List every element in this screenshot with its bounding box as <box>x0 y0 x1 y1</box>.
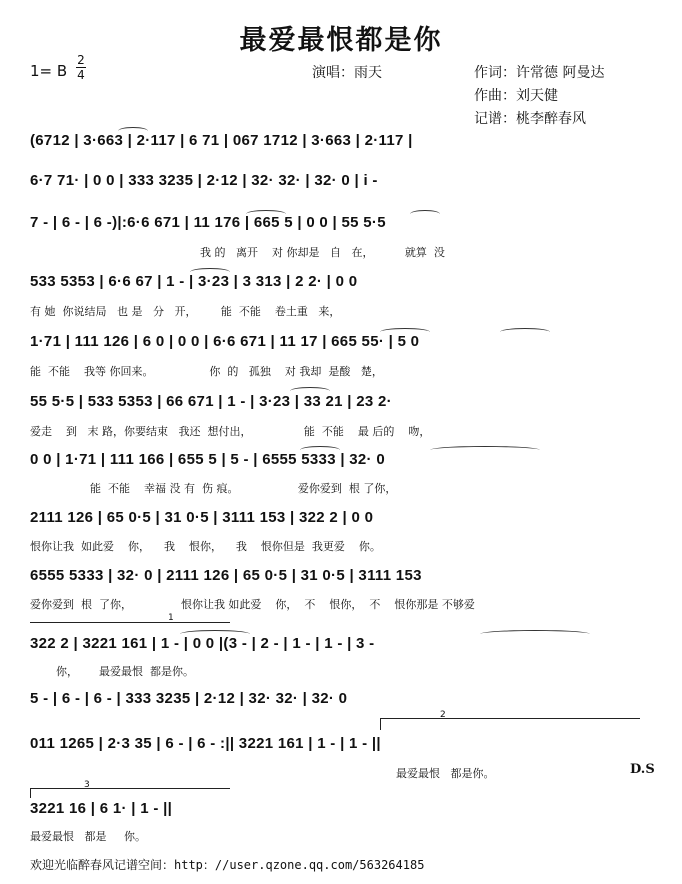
slur <box>410 210 440 218</box>
slur <box>290 387 330 395</box>
notation-row-8: 2111 126 | 65 0·5 | 31 0·5 | 3111 153 | 322 2 | 0 0 <box>30 509 374 526</box>
notation-row-11: 5 - | 6 - | 6 - | 333 3235 | 2·12 | 32· 32· | 32· 0 <box>30 690 348 707</box>
lyric-line-7: 爱你爱到 根 了你， 恨你让我 如此爱 你， 不 恨你， 不 恨你那是 不够爱 <box>30 598 475 611</box>
notation-row-5: 1·71 | 111 126 | 6 0 | 0 0 | 6·6 671 | 11 17 | 665 55· | 5 0 <box>30 333 420 350</box>
lyric-line-2: 有 她 你说结局 也 是 分 开， 能 不能 卷土重 来， <box>30 305 341 318</box>
lyric-line-3: 能 不能 我等 你回来。 你 的 孤独 对 我却 是酸 楚， <box>30 365 383 378</box>
singer-credit: 演唱：雨天 <box>312 65 382 81</box>
notation-row-4: 533 5353 | 6·6 67 | 1 - | 3·23 | 3 313 | 2 2· | 0 0 <box>30 273 358 290</box>
time-signature-bottom: 4 <box>77 68 85 82</box>
notation-row-3: 7 - | 6 - | 6 -)|:6·6 671 | 11 176 | 665 5 | 0 0 | 55 5·5 <box>30 214 386 231</box>
notation-row-2: 6·7 71· | 0 0 | 333 3235 | 2·12 | 32· 32· | 32· 0 | i - <box>30 172 378 189</box>
lyric-line-10: 最爱最恨 都是 你。 <box>30 830 146 843</box>
composer-credit: 作曲：刘天健 <box>474 88 558 104</box>
notation-row-12: 011 1265 | 2·3 35 | 6 - | 6 - :|| 3221 161 | 1 - | 1 - || <box>30 735 381 752</box>
notation-row-1: (6712 | 3·663 | 2·117 | 6 71 | 067 1712 | 3·663 | 2·117 | <box>30 132 413 149</box>
slur <box>118 127 148 135</box>
notation-row-9: 6555 5333 | 32· 0 | 2111 126 | 65 0·5 | 31 0·5 | 3111 153 <box>30 567 422 584</box>
slur <box>430 446 540 454</box>
footer-note: 欢迎光临醉春风记谱空间：http：//user.qzone.qq.com/563264185 <box>30 858 425 872</box>
slur <box>500 328 550 336</box>
lyric-line-5: 能 不能 幸福 没 有 伤 痕。 爱你爱到 根 了你， <box>90 482 397 495</box>
transcriber-credit: 记谱：桃李醉春风 <box>474 111 586 127</box>
lyric-line-6: 恨你让我 如此爱 你， 我 恨你， 我 恨你但是 我更爱 你。 <box>30 540 381 553</box>
ds-marking: D.S <box>630 762 655 777</box>
lyric-line-8: 你， 最爱最恨 都是你。 <box>56 665 194 678</box>
volta-1-label: 1 <box>168 613 174 623</box>
notation-row-13: 3221 16 | 6 1· | 1 - || <box>30 800 173 817</box>
song-title: 最爱最恨都是你 <box>239 25 443 56</box>
volta-3-label: 3 <box>84 780 90 790</box>
lyricist-credit: 作词：许常德 阿曼达 <box>474 65 605 81</box>
notation-row-6: 55 5·5 | 533 5353 | 66 671 | 1 - | 3·23 | 33 21 | 23 2· <box>30 393 392 410</box>
slur <box>180 630 250 638</box>
lyric-line-4: 爱走 到 末 路，你要结束 我还 想付出， 能 不能 最 后的 吻， <box>30 425 431 438</box>
lyric-line-9: 最爱最恨 都是你。 <box>396 767 495 780</box>
lyric-line-1: 我 的 离开 对 你却是 自 在， 就算 没 <box>200 246 445 259</box>
slur <box>380 328 430 336</box>
slur <box>246 210 286 218</box>
time-signature <box>76 54 86 81</box>
slur <box>190 268 230 276</box>
volta-2-label: 2 <box>440 710 446 720</box>
notation-row-10: 322 2 | 3221 161 | 1 - | 0 0 |(3 - | 2 - | 1 - | 1 - | 3 - <box>30 635 375 652</box>
slur <box>300 446 340 454</box>
time-signature-top: 2 <box>77 53 85 67</box>
key-signature: 1= B <box>30 62 68 80</box>
notation-row-7: 0 0 | 1·71 | 111 166 | 655 5 | 5 - | 6555 5333 | 32· 0 <box>30 451 385 468</box>
slur <box>480 630 590 638</box>
